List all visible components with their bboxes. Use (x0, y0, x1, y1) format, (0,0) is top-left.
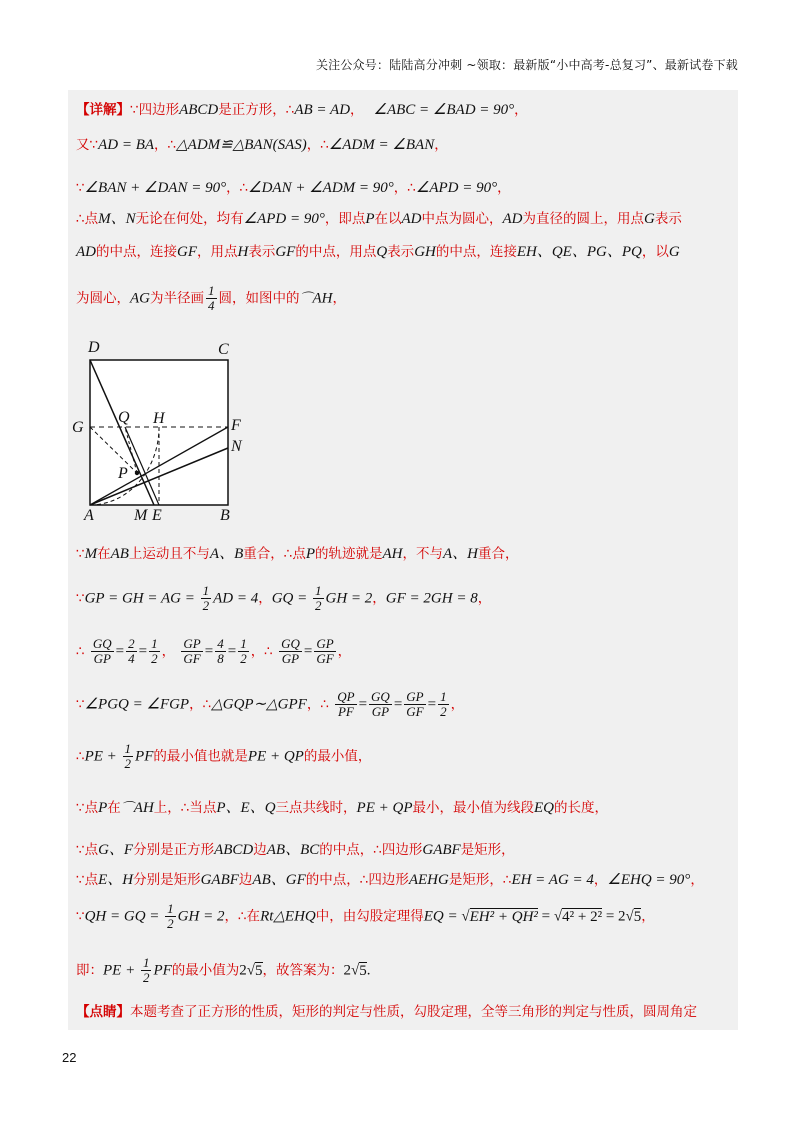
text: ，∴ (306, 137, 329, 153)
math: Q (376, 244, 388, 260)
numerator: GP (406, 689, 424, 704)
label-n: N (231, 438, 242, 455)
text: ∵ (76, 696, 85, 713)
label-m: M (134, 507, 148, 520)
arc-symbol: ⌒ (299, 290, 313, 306)
numerator: GP (183, 636, 201, 651)
text: 上，∴当点 (153, 800, 217, 816)
numerator: 1 (208, 283, 215, 298)
solution-line-1 (76, 98, 528, 119)
text: 边 (238, 872, 253, 888)
text: ∴ (76, 643, 85, 660)
text: ， (332, 290, 347, 307)
text: 在 (107, 800, 121, 816)
math: ABCD (179, 102, 219, 118)
math: = (138, 643, 148, 660)
text: 本题考查了正方形的性质，矩形的判定与性质，勾股定理，全等三角形的判定与性质，圆周角定 (130, 1004, 697, 1020)
math: 5 (359, 962, 367, 979)
fraction (404, 690, 425, 719)
fraction (141, 956, 152, 985)
denominator: 2 (142, 970, 150, 985)
math: EH = AG = 4 (511, 872, 594, 888)
arc-symbol: ⌒ (120, 800, 134, 815)
label-b: B (220, 507, 230, 520)
text: ，∴ (306, 696, 329, 713)
fraction (201, 584, 212, 613)
math: AH (133, 800, 154, 816)
numerator: GQ (281, 636, 300, 651)
math: PE + QP (247, 748, 304, 765)
text: 的中点，∴四边形 (319, 842, 423, 858)
solution-line-12 (76, 796, 608, 817)
denominator: 4 (208, 298, 215, 313)
text: ∵点 (76, 872, 99, 888)
text: 为直径的圆上，用点 (522, 211, 645, 227)
denominator: 2 (167, 916, 174, 931)
denominator: GF (183, 651, 201, 666)
text: 又∵ (76, 137, 99, 153)
text: ，∴ (393, 180, 416, 196)
math: GF (177, 244, 197, 260)
math: ∠ABC = ∠BAD = 90° (373, 102, 515, 118)
sqrt-symbol: √ (461, 908, 470, 925)
label-c: C (218, 341, 229, 358)
text: ，∴ (189, 696, 212, 713)
solution-line-16 (76, 956, 371, 985)
text: ，∴ (154, 137, 177, 153)
denominator: 2 (124, 756, 132, 771)
numerator: QP (337, 689, 355, 704)
text: ， (690, 872, 704, 888)
math: PE + (103, 962, 139, 979)
math: G (668, 244, 680, 260)
math: AG (130, 290, 150, 307)
math: G (644, 211, 655, 227)
text: ， (434, 137, 448, 153)
denominator: GP (371, 704, 390, 719)
text: 是正方形， (218, 102, 286, 118)
comment-tag: 【点睛】 (76, 1004, 130, 1020)
text: 的中点，连接 (96, 244, 177, 260)
sqrt-symbol: √ (625, 908, 634, 925)
math: △ADM≌△BAN(SAS) (176, 137, 307, 153)
text: 表示 (654, 211, 682, 227)
math: = (115, 643, 125, 660)
math: EH² + QH² (469, 908, 538, 925)
detail-tag: 【详解】 (76, 102, 130, 118)
math: GABF (200, 872, 239, 888)
text: 的轨迹就是 (315, 546, 383, 562)
fraction (335, 690, 356, 719)
denominator: 8 (217, 651, 224, 666)
label-f: F (231, 417, 241, 434)
text: 分别是正方形 (133, 842, 215, 858)
math: = (204, 643, 214, 660)
text: 无论在何处，均有 (135, 211, 244, 227)
text: ，∴在 (224, 908, 261, 925)
math: AD (502, 211, 523, 227)
text: ，∴ (226, 180, 249, 196)
denominator: 2 (440, 704, 447, 719)
solution-line-10 (76, 690, 464, 719)
math: = (393, 696, 403, 713)
text: 在以 (374, 211, 402, 227)
text: 上运动且不与 (128, 546, 210, 562)
fraction (149, 637, 160, 666)
text: ， (477, 590, 492, 607)
math: G、F (98, 842, 134, 858)
denominator: 2 (202, 598, 210, 613)
math: AH (312, 290, 333, 307)
text: 中，由勾股定理得 (315, 908, 424, 925)
text: ，故答案为： (262, 962, 344, 979)
math: P (98, 800, 108, 816)
solution-line-13 (76, 838, 515, 859)
math: GQ = (271, 590, 311, 607)
math: AB (110, 546, 129, 562)
math: EQ = (423, 908, 462, 925)
math: EH、QE、PG、PQ (516, 244, 642, 260)
text: ，以 (641, 244, 669, 260)
text: ， (641, 908, 655, 925)
math: AB = AD (294, 102, 351, 118)
math: M、N (98, 211, 136, 227)
label-g: G (72, 419, 84, 436)
text: 即： (76, 962, 103, 979)
math: PE + (84, 748, 121, 765)
math: = (227, 643, 237, 660)
numerator: 2 (128, 636, 135, 651)
text: ， (258, 590, 272, 607)
label-a: A (84, 507, 94, 520)
solution-line-2 (76, 133, 448, 154)
fraction (181, 637, 202, 666)
text: ∴ (285, 102, 295, 118)
sqrt-symbol: √ (246, 962, 256, 979)
text: 圆，如图中的 (218, 290, 300, 307)
solution-line-8 (76, 584, 491, 613)
math: 5 (633, 908, 642, 925)
math: PE + QP (356, 800, 413, 816)
math: PF (135, 748, 154, 765)
math: GABF (422, 842, 461, 858)
math: 2 (343, 962, 352, 979)
text: 为圆心， (76, 290, 130, 307)
text: ∵ (76, 546, 85, 562)
denominator: 4 (128, 651, 135, 666)
fraction (206, 284, 217, 313)
solution-line-17 (76, 1000, 697, 1020)
math: = (358, 696, 368, 713)
math: ∠EHQ = 90° (607, 872, 691, 888)
math: P、E、Q (216, 800, 276, 816)
numerator: 1 (167, 901, 174, 916)
text: 重合， (478, 546, 519, 562)
text: ∵点 (76, 800, 99, 816)
math: ∠BAN + ∠DAN = 90° (84, 180, 227, 196)
page-header: 关注公众号：陆陆高分冲刺 ~领取：最新版“小中高考-总复习”、最新试卷下载 (315, 58, 738, 72)
math: ∠PGQ = ∠FGP (84, 696, 190, 713)
text: ， (593, 872, 608, 888)
math: A、H (443, 546, 479, 562)
text: ，用点 (197, 244, 238, 260)
solution-line-4 (76, 207, 682, 228)
text: ∵ (76, 908, 85, 925)
math: ∠APD = 90° (415, 180, 498, 196)
numerator: 4 (217, 636, 224, 651)
text: 的最小值为 (171, 962, 240, 979)
solution-line-15 (76, 902, 655, 931)
math: A、B (209, 546, 244, 562)
text: 为半径画 (150, 290, 204, 307)
label-q: Q (118, 409, 130, 426)
text: 的中点，连接 (435, 244, 517, 260)
text: 重合，∴点 (243, 546, 306, 562)
math: AB、BC (266, 842, 320, 858)
numerator: 1 (240, 636, 247, 651)
text: ， (337, 643, 352, 660)
numerator: 1 (151, 636, 158, 651)
text: 在 (97, 546, 111, 562)
math: = (427, 696, 437, 713)
math: GH = 2 (177, 908, 225, 925)
text: ∵ (76, 180, 85, 196)
page-number: 22 (62, 1050, 77, 1065)
denominator: 2 (151, 651, 158, 666)
numerator: GP (316, 636, 334, 651)
solution-line-7 (76, 542, 519, 563)
fraction (123, 742, 134, 771)
math: GF = 2GH = 8 (385, 590, 478, 607)
math: PF (153, 962, 172, 979)
math: 5 (255, 962, 263, 979)
label-p: P (118, 465, 128, 482)
numerator: GQ (371, 689, 390, 704)
fraction (91, 637, 114, 666)
fraction (215, 637, 226, 666)
solution-line-11 (76, 742, 371, 771)
text: 的中点，用点 (295, 244, 377, 260)
solution-line-9 (76, 637, 351, 666)
math: AD = 4 (213, 590, 259, 607)
denominator: GP (281, 651, 300, 666)
text: ， (497, 180, 511, 196)
math: △GQP∼△GPF (211, 696, 307, 713)
math: AH (382, 546, 403, 562)
text: 三点共线时， (275, 800, 357, 816)
math: GH (414, 244, 436, 260)
text: 中点为圆心， (421, 211, 503, 227)
fraction (438, 690, 449, 719)
math: AEHG (408, 872, 449, 888)
fraction (165, 902, 176, 931)
math: 2 (239, 962, 247, 979)
text: ∴ (76, 748, 85, 765)
label-e: E (152, 507, 162, 520)
numerator: 1 (142, 955, 150, 970)
math: P (305, 546, 316, 562)
text: 是矩形，∴ (448, 872, 512, 888)
geometry-diagram (70, 330, 260, 520)
math: H (237, 244, 249, 260)
math: E、H (98, 872, 134, 888)
text: 表示 (248, 244, 276, 260)
solution-panel (68, 90, 738, 1030)
denominator: GF (406, 704, 424, 719)
math: Rt△EHQ (260, 908, 316, 925)
text: ， (514, 102, 528, 118)
math: M (84, 546, 98, 562)
math: 4² + 2² (562, 908, 603, 925)
text: ， (450, 696, 465, 713)
sqrt-symbol: √ (351, 962, 360, 979)
solution-line-6 (76, 284, 346, 313)
text: 边 (253, 842, 267, 858)
text: ∴点 (76, 211, 99, 227)
denominator: GF (316, 651, 334, 666)
denominator: 2 (315, 598, 322, 613)
numerator: 1 (124, 741, 132, 756)
math: GH = 2 (325, 590, 373, 607)
text: ， (161, 643, 176, 660)
text: 最小，最小值为线段 (412, 800, 534, 816)
math: GF (275, 244, 296, 260)
math: ∠ADM = ∠BAN (328, 137, 435, 153)
text: ， (372, 590, 386, 607)
math: AD = BA (98, 137, 155, 153)
numerator: 1 (315, 583, 322, 598)
text: 的中点，∴四边形 (305, 872, 409, 888)
math: = (537, 908, 554, 925)
solution-line-3 (76, 176, 511, 197)
math: QH = GQ = (84, 908, 164, 925)
fraction (238, 637, 249, 666)
text: 的最小值， (303, 748, 372, 765)
denominator: PF (337, 704, 354, 719)
fraction (369, 690, 392, 719)
point-p (135, 471, 139, 475)
label-h: H (153, 410, 165, 427)
math: AD (401, 211, 422, 227)
text: ， (350, 102, 364, 118)
fraction (314, 637, 335, 666)
math: GP = GH = AG = (84, 590, 199, 607)
label-d: D (88, 339, 100, 356)
math: ABCD (214, 842, 254, 858)
math: = 2 (602, 908, 626, 925)
math: EQ (534, 800, 554, 816)
fraction (313, 584, 324, 613)
text: 的最小值也就是 (153, 748, 248, 765)
text: 分别是矩形 (133, 872, 201, 888)
fraction (279, 637, 302, 666)
math: ∠APD = 90° (243, 211, 325, 227)
text: 表示 (387, 244, 415, 260)
math: . (366, 962, 371, 979)
text: ∵ (76, 590, 85, 607)
numerator: 1 (440, 689, 447, 704)
math: AB、GF (252, 872, 306, 888)
math: = (303, 643, 313, 660)
math: P (365, 211, 375, 227)
math: ∠DAN + ∠ADM = 90° (248, 180, 394, 196)
math: AD (76, 244, 96, 260)
text: ∵点 (76, 842, 99, 858)
fraction (126, 637, 137, 666)
denominator: GP (93, 651, 111, 666)
text: 是矩形， (460, 842, 515, 858)
numerator: GQ (92, 636, 112, 651)
sqrt-symbol: √ (553, 908, 563, 925)
text: ，不与 (402, 546, 444, 562)
text: ∵四边形 (130, 102, 180, 118)
text: ，即点 (324, 211, 366, 227)
text: 的长度， (554, 800, 608, 816)
denominator: 2 (240, 651, 247, 666)
solution-line-5 (76, 240, 680, 261)
numerator: 1 (202, 583, 210, 598)
text: ，∴ (250, 643, 273, 660)
solution-line-14 (76, 868, 704, 889)
